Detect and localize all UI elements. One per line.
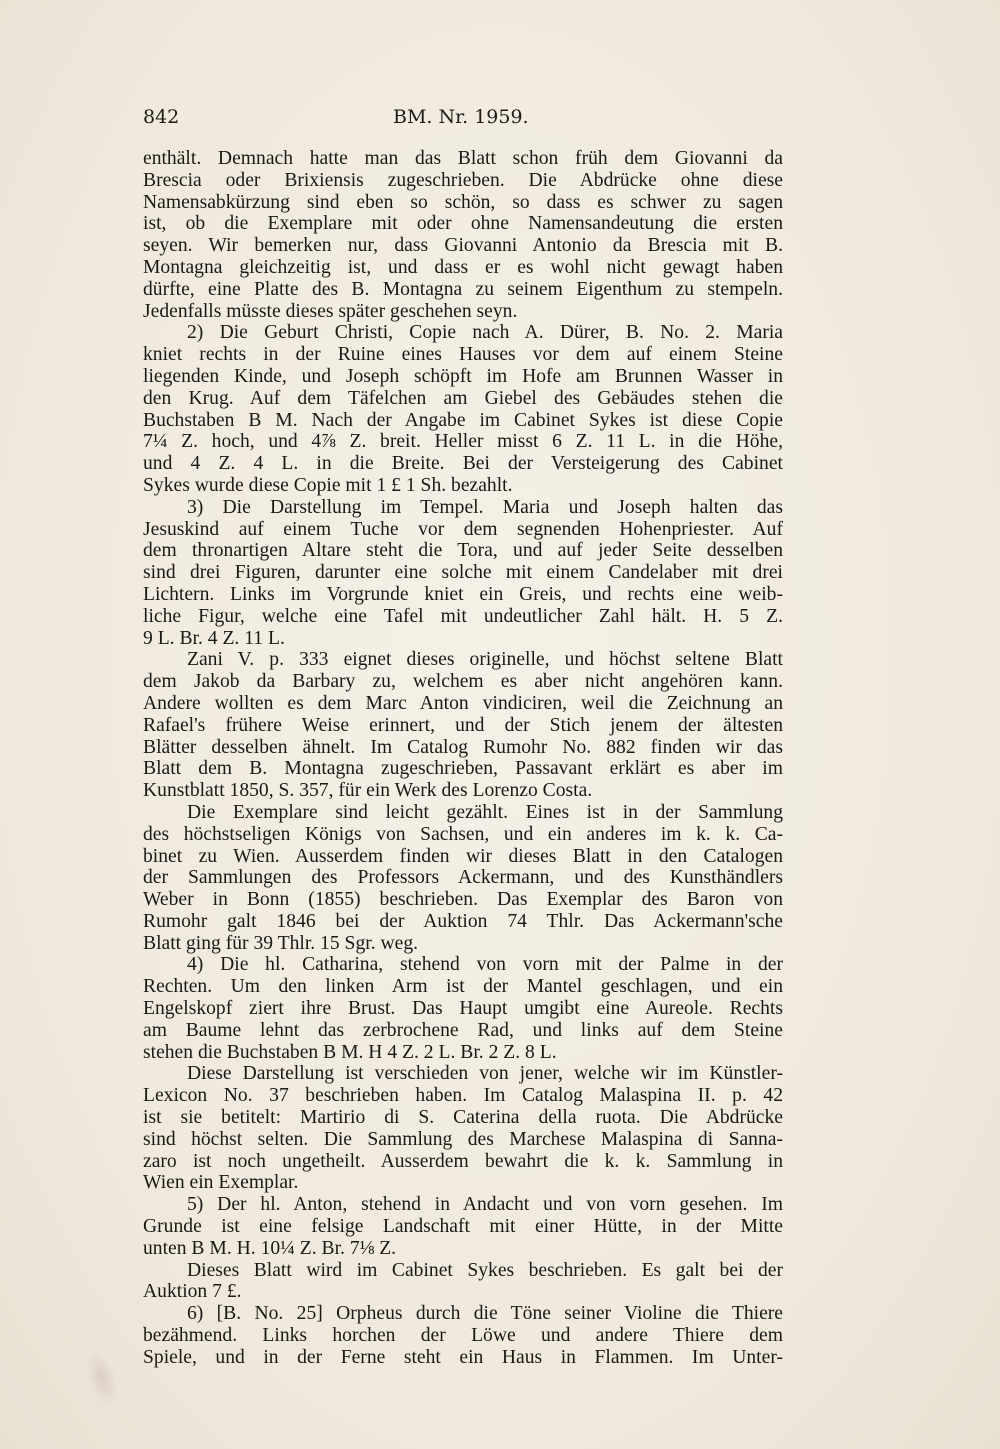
- text-line: ist, ob die Exemplare mit oder ohne Namensandeutung die ersten: [143, 213, 783, 235]
- text-line: Blatt ging für 39 Thlr. 15 Sgr. weg.: [143, 932, 419, 954]
- paper-stain: [79, 1345, 126, 1411]
- text-line: der Sammlungen des Professors Ackermann, und des Kunsthändlers: [143, 867, 783, 889]
- text-line: Rumohr galt 1846 bei der Auktion 74 Thlr. Das Ackermann'sche: [143, 910, 783, 932]
- text-line: bezähmend. Links horchen der Löwe und andere Thiere dem: [143, 1325, 783, 1347]
- text-line: stehen die Buchstaben B M. H 4 Z. 2 L. Br. 2 Z. 8 L.: [143, 1041, 557, 1063]
- text-line: kniet rechts in der Ruine eines Hauses vor dem auf einem Steine: [143, 344, 783, 366]
- text-line: sind höchst selten. Die Sammlung des Marchese Malaspina di Sanna-: [143, 1128, 783, 1150]
- text-line: Sykes wurde diese Copie mit 1 £ 1 Sh. bezahlt.: [143, 474, 513, 496]
- text-line: Brescia oder Brixiensis zugeschrieben. Die Abdrücke ohne diese: [143, 169, 783, 191]
- text-line: Zani V. p. 333 eignet dieses originelle, und höchst seltene Blatt: [187, 649, 783, 671]
- text-line: enthält. Demnach hatte man das Blatt schon früh dem Giovanni da: [143, 148, 783, 169]
- text-line: liche Figur, welche eine Tafel mit undeutlicher Zahl hält. H. 5 Z.: [143, 605, 783, 627]
- body-text: [143, 148, 783, 1369]
- text-line: Kunstblatt 1850, S. 357, für ein Werk des Lorenzo Costa.: [143, 780, 593, 802]
- text-line: Jedenfalls müsste dieses später geschehen seyn.: [143, 300, 518, 322]
- text-line: Lichtern. Links im Vorgrunde kniet ein Greis, und rechts eine weib-: [143, 583, 783, 605]
- text-line: seyen. Wir bemerken nur, dass Giovanni Antonio da Brescia mit B.: [143, 235, 783, 257]
- text-line: Lexicon No. 37 beschrieben haben. Im Catalog Malaspina II. p. 42: [143, 1085, 783, 1107]
- text-line: binet zu Wien. Ausserdem finden wir dieses Blatt in den Catalogen: [143, 845, 783, 867]
- text-line: sind drei Figuren, darunter eine solche mit einem Candelaber mit drei: [143, 562, 783, 584]
- text-line: Weber in Bonn (1855) beschrieben. Das Exemplar des Baron von: [143, 889, 783, 911]
- text-line: Andere wollten es dem Marc Anton vindiciren, weil die Zeichnung an: [143, 692, 783, 714]
- text-line: Dieses Blatt wird im Cabinet Sykes beschrieben. Es galt bei der: [187, 1259, 783, 1281]
- text-line: Blätter desselben ähnelt. Im Catalog Rumohr No. 882 finden wir das: [143, 736, 783, 758]
- text-line: Rechten. Um den linken Arm ist der Mantel geschlagen, und ein: [143, 976, 783, 998]
- text-line: 3) Die Darstellung im Tempel. Maria und Joseph halten das: [187, 496, 783, 518]
- text-line: 2) Die Geburt Christi, Copie nach A. Dürer, B. No. 2. Maria: [187, 322, 783, 344]
- text-line: Buchstaben B M. Nach der Angabe im Cabinet Sykes ist diese Copie: [143, 409, 783, 431]
- text-line: ist sie betitelt: Martirio di S. Caterina della ruota. Die Abdrücke: [143, 1107, 783, 1129]
- text-line: Grunde ist eine felsige Landschaft mit einer Hütte, in der Mitte: [143, 1216, 783, 1238]
- text-line: 4) Die hl. Catharina, stehend von vorn mit der Palme in der: [187, 954, 783, 976]
- text-line: Diese Darstellung ist verschieden von jener, welche wir im Künstler-: [187, 1063, 783, 1085]
- text-line: Spiele, und in der Ferne steht ein Haus in Flammen. Im Unter-: [143, 1346, 783, 1368]
- text-line: dürfte, eine Platte des B. Montagna zu seinem Eigenthum zu stempeln.: [143, 278, 783, 300]
- text-line: Namensabkürzung sind eben so schön, so dass es schwer zu sagen: [143, 191, 783, 213]
- text-line: Jesuskind auf einem Tuche vor dem segnenden Hohenpriester. Auf: [143, 518, 783, 540]
- page-header: [143, 106, 783, 136]
- text-line: des höchstseligen Königs von Sachsen, und ein anderes im k. k. Ca-: [143, 823, 783, 845]
- text-line: unten B M. H. 10¼ Z. Br. 7⅛ Z.: [143, 1237, 397, 1259]
- page-number: 842: [143, 106, 180, 128]
- text-line: Blatt dem B. Montagna zugeschrieben, Passavant erklärt es aber im: [143, 758, 783, 780]
- text-line: Rafael's frühere Weise erinnert, und der Stich jenem der ältesten: [143, 714, 783, 736]
- text-line: dem Jakob da Barbary zu, welchem es aber nicht angehören kann.: [143, 671, 783, 693]
- text-line: Auktion 7 £.: [143, 1281, 242, 1303]
- text-line: Wien ein Exemplar.: [143, 1172, 299, 1194]
- text-line: 6) [B. No. 25] Orpheus durch die Töne seiner Violine die Thiere: [187, 1303, 783, 1325]
- running-title: BM. Nr. 1959.: [393, 106, 529, 128]
- text-line: am Baume lehnt das zerbrochene Rad, und links auf dem Steine: [143, 1019, 783, 1041]
- text-line: dem thronartigen Altare steht die Tora, und auf jeder Seite desselben: [143, 540, 783, 562]
- text-line: 5) Der hl. Anton, stehend in Andacht und von vorn gesehen. Im: [187, 1194, 783, 1216]
- text-line: 7¼ Z. hoch, und 4⅞ Z. breit. Heller misst 6 Z. 11 L. in die Höhe,: [143, 431, 783, 453]
- text-line: zaro ist noch ungetheilt. Ausserdem bewahrt die k. k. Sammlung in: [143, 1150, 783, 1172]
- text-line: Engelskopf ziert ihre Brust. Das Haupt umgibt eine Aureole. Rechts: [143, 998, 783, 1020]
- text-line: Die Exemplare sind leicht gezählt. Eines ist in der Sammlung: [187, 801, 783, 823]
- text-line: und 4 Z. 4 L. in die Breite. Bei der Versteigerung des Cabinet: [143, 453, 783, 475]
- text-line: liegenden Kinde, und Joseph schöpft im Hofe am Brunnen Wasser in: [143, 365, 783, 387]
- text-line: Montagna gleichzeitig ist, und dass er es wohl nicht gewagt haben: [143, 256, 783, 278]
- text-line: den Krug. Auf dem Täfelchen am Giebel des Gebäudes stehen die: [143, 387, 783, 409]
- text-line: 9 L. Br. 4 Z. 11 L.: [143, 627, 285, 649]
